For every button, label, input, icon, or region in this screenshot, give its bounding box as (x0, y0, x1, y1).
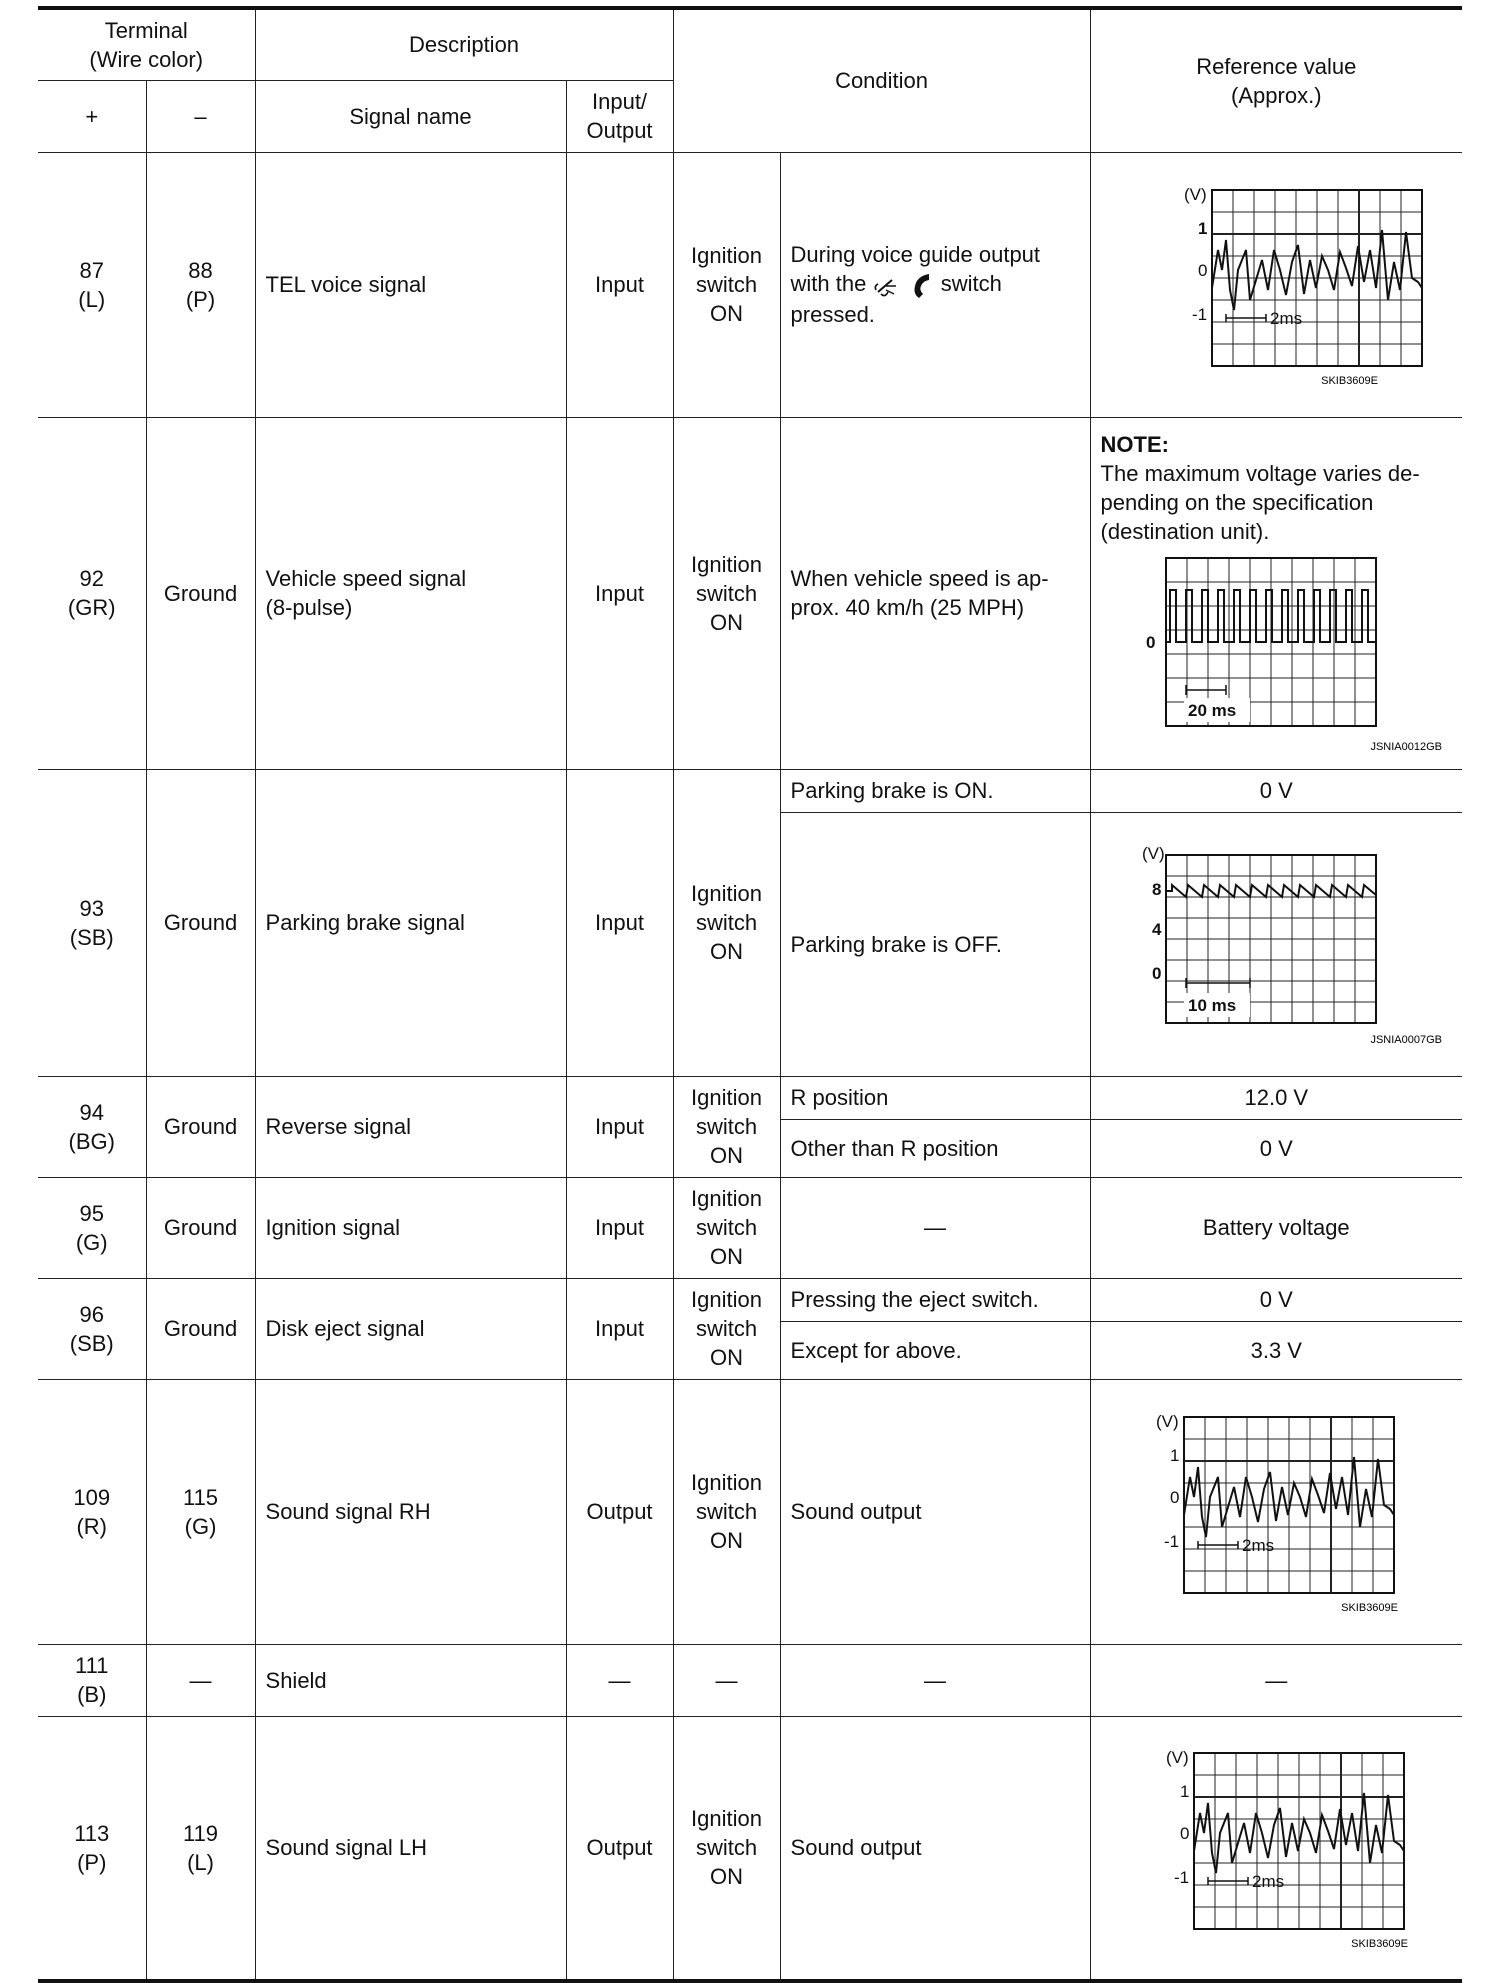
y-tick-label: 8 (1152, 880, 1162, 899)
condition-line: with the (790, 271, 867, 297)
reference-value: — (1090, 1644, 1462, 1716)
input-output: Output (566, 1379, 673, 1644)
signal-name-header: Signal name (255, 80, 566, 152)
plus-terminal: 92 (GR) (38, 417, 146, 769)
tel-voice-waveform (1126, 180, 1426, 390)
minus-terminal: 119 (L) (146, 1716, 255, 1981)
y-tick-label: 0 (1180, 1823, 1190, 1843)
table-row (38, 417, 1462, 769)
time-scale-label: 20 ms (1188, 701, 1237, 720)
y-unit-label: (V) (1184, 184, 1207, 204)
minus-terminal: 115 (G) (146, 1379, 255, 1644)
plus-terminal: 109 (R) (38, 1379, 146, 1644)
condition: Sound output (780, 1379, 1090, 1644)
figure-id: SKIB3609E (1351, 1937, 1409, 1950)
y-tick-label: 0 (1170, 1487, 1180, 1507)
minus-terminal: — (146, 1644, 255, 1716)
ignition-state: Ignition switch ON (673, 1716, 780, 1981)
reference-value (1090, 417, 1462, 769)
reference-value: Battery voltage (1090, 1177, 1462, 1278)
signal-name: Sound signal LH (255, 1716, 566, 1981)
vehicle-speed-waveform (1106, 546, 1446, 756)
ignition-state: Ignition switch ON (673, 769, 780, 1076)
time-scale-label: 10 ms (1188, 996, 1237, 1015)
description-header: Description (255, 8, 673, 80)
input-output: Input (566, 152, 673, 417)
reference-value (1090, 812, 1462, 1076)
minus-terminal: Ground (146, 1076, 255, 1177)
table-row (38, 769, 1462, 812)
condition (780, 152, 1090, 417)
table-row (38, 1644, 1462, 1716)
ignition-state: Ignition switch ON (673, 417, 780, 769)
minus-terminal: Ground (146, 769, 255, 1076)
plus-terminal: 94 (BG) (38, 1076, 146, 1177)
minus-terminal: Ground (146, 1278, 255, 1379)
y-tick-label: -1 (1174, 1867, 1190, 1887)
condition: Parking brake is ON. (780, 769, 1090, 812)
signal-name: Parking brake signal (255, 769, 566, 1076)
plus-terminal-header: + (38, 80, 146, 152)
condition-line: During voice guide output (790, 242, 1041, 268)
figure-id: JSNIA0012GB (1370, 741, 1443, 753)
minus-terminal: 88 (P) (146, 152, 255, 417)
terminal-reference-table (38, 6, 1462, 1983)
y-tick-label: 4 (1152, 920, 1162, 939)
condition: Sound output (780, 1716, 1090, 1981)
signal-name: Vehicle speed signal (8-pulse) (255, 417, 566, 769)
plus-terminal: 111 (B) (38, 1644, 146, 1716)
signal-name: Disk eject signal (255, 1278, 566, 1379)
condition: — (780, 1177, 1090, 1278)
condition: Pressing the eject switch. (780, 1278, 1090, 1321)
ignition-state: — (673, 1644, 780, 1716)
condition: Except for above. (780, 1321, 1090, 1379)
y-tick-label: -1 (1192, 304, 1208, 324)
condition: R position (780, 1076, 1090, 1119)
condition-line: switch (940, 271, 1002, 297)
ignition-state: Ignition switch ON (673, 1177, 780, 1278)
note-heading: NOTE: (1100, 432, 1169, 457)
reference-value (1090, 1716, 1462, 1981)
table-row (38, 1076, 1462, 1119)
time-scale-label: 2ms (1242, 1535, 1275, 1555)
time-scale-label: 2ms (1270, 308, 1303, 328)
table-row (38, 1177, 1462, 1278)
time-scale-label: 2ms (1252, 1871, 1285, 1891)
reference-value: 12.0 V (1090, 1076, 1462, 1119)
condition: When vehicle speed is ap- prox. 40 km/h (25 MPH) (780, 417, 1090, 769)
condition-line: pressed. (790, 301, 875, 327)
signal-name: Shield (255, 1644, 566, 1716)
condition-header: Condition (673, 8, 1090, 152)
table-row (38, 1379, 1462, 1644)
figure-id: JSNIA0007GB (1370, 1034, 1443, 1046)
input-output: Input (566, 1076, 673, 1177)
ignition-state: Ignition switch ON (673, 152, 780, 417)
y-tick-label: 0 (1198, 260, 1208, 280)
y-unit-label: (V) (1166, 1747, 1189, 1767)
reference-value: 0 V (1090, 1119, 1462, 1177)
y-unit-label: (V) (1156, 1411, 1179, 1431)
plus-terminal: 113 (P) (38, 1716, 146, 1981)
table-row (38, 152, 1462, 417)
signal-name: Ignition signal (255, 1177, 566, 1278)
ignition-state: Ignition switch ON (673, 1076, 780, 1177)
y-tick-label: 1 (1170, 1445, 1180, 1465)
input-output: Input (566, 1177, 673, 1278)
condition: — (780, 1644, 1090, 1716)
sound-rh-waveform (1126, 1407, 1426, 1617)
plus-terminal: 95 (G) (38, 1177, 146, 1278)
voice-guide-icon (872, 272, 902, 300)
input-output: Input (566, 417, 673, 769)
minus-terminal-header: – (146, 80, 255, 152)
signal-name: Reverse signal (255, 1076, 566, 1177)
y-unit-label: (V) (1142, 844, 1165, 863)
input-output: Input (566, 1278, 673, 1379)
ignition-state: Ignition switch ON (673, 1379, 780, 1644)
input-output: Output (566, 1716, 673, 1981)
terminal-header: Terminal (Wire color) (38, 8, 255, 80)
reference-header: Reference value (Approx.) (1090, 8, 1462, 152)
input-output: — (566, 1644, 673, 1716)
ignition-state: Ignition switch ON (673, 1278, 780, 1379)
minus-terminal: Ground (146, 1177, 255, 1278)
y-tick-label: 0 (1152, 964, 1162, 983)
parking-brake-waveform (1106, 839, 1446, 1049)
figure-id: SKIB3609E (1321, 374, 1379, 387)
reference-value: 0 V (1090, 769, 1462, 812)
input-output: Input (566, 769, 673, 1076)
note-text: The maximum voltage varies de- pending on the specification (destination unit). (1100, 461, 1420, 544)
condition: Other than R position (780, 1119, 1090, 1177)
table-row (38, 1278, 1462, 1321)
y-tick-label: 0 (1146, 633, 1156, 652)
condition: Parking brake is OFF. (780, 812, 1090, 1076)
figure-id: SKIB3609E (1341, 1601, 1399, 1614)
reference-value: 3.3 V (1090, 1321, 1462, 1379)
minus-terminal: Ground (146, 417, 255, 769)
reference-value (1090, 152, 1462, 417)
phone-handset-icon (909, 272, 935, 300)
y-tick-label: 1 (1180, 1781, 1190, 1801)
table-row (38, 1716, 1462, 1981)
reference-value: 0 V (1090, 1278, 1462, 1321)
reference-value (1090, 1379, 1462, 1644)
plus-terminal: 96 (SB) (38, 1278, 146, 1379)
plus-terminal: 87 (L) (38, 152, 146, 417)
plus-terminal: 93 (SB) (38, 769, 146, 1076)
input-output-header: Input/ Output (566, 80, 673, 152)
signal-name: TEL voice signal (255, 152, 566, 417)
y-tick-label: 1 (1198, 218, 1208, 238)
sound-lh-waveform (1126, 1743, 1426, 1953)
y-tick-label: -1 (1164, 1531, 1180, 1551)
signal-name: Sound signal RH (255, 1379, 566, 1644)
